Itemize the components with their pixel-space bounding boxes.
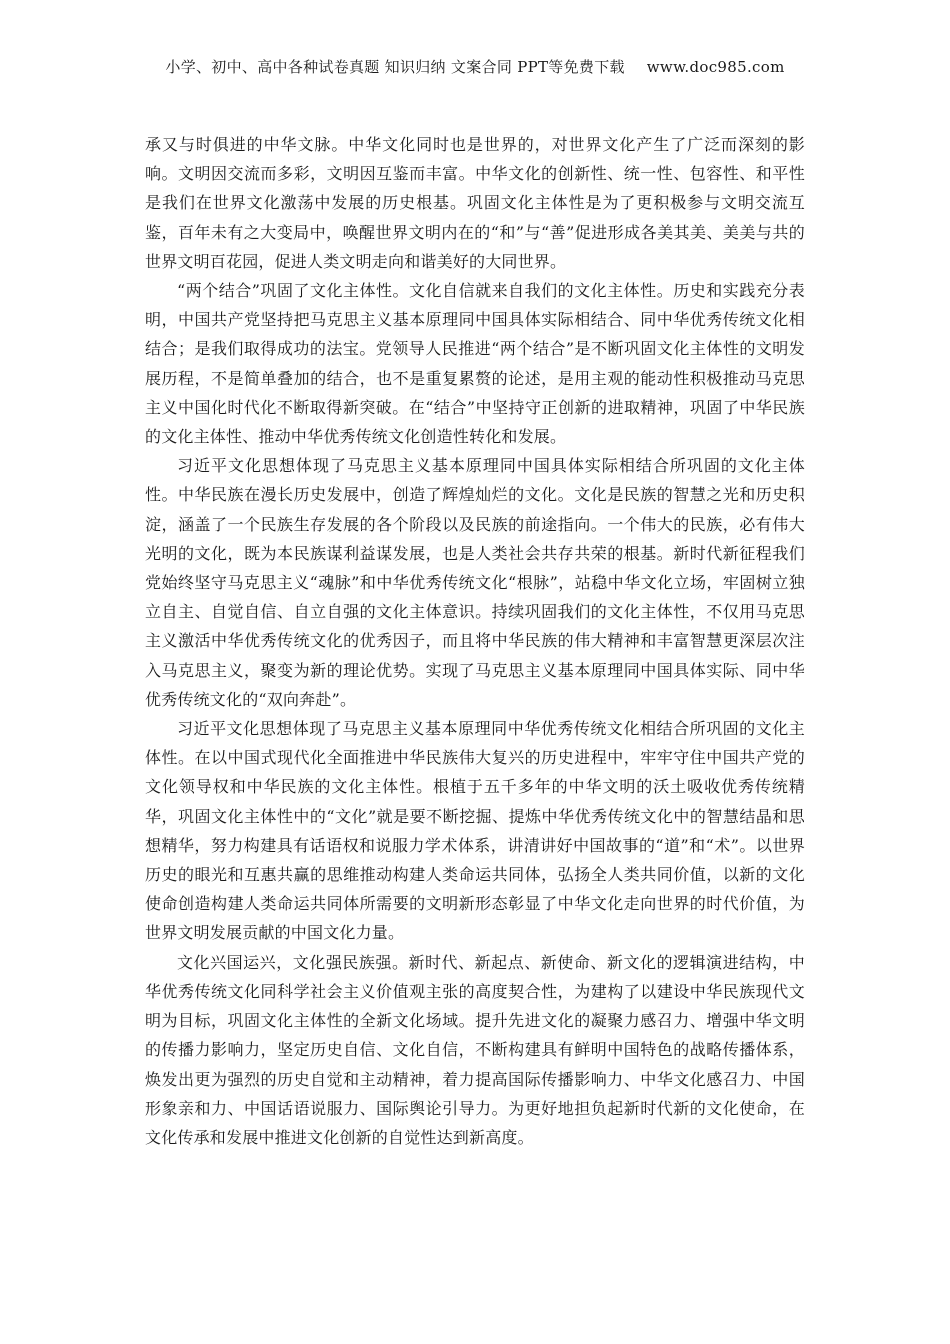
document-body: [145, 130, 805, 1152]
paragraph-3: 习近平文化思想体现了马克思主义基本原理同中国具体实际相结合所巩固的文化主体性。中华民族在漫长历史发展中，创造了辉煌灿烂的文化。文化是民族的智慧之光和历史积淀，涵盖了一个民族生存发展的各个阶段以及民族的前途指向。一个伟大的民族，必有伟大光明的文化，既为本民族谋利益谋发展，也是人类社会共存共荣的根基。新时代新征程我们党始终坚守马克思主义“魂脉”和中华优秀传统文化“根脉”，站稳中华文化立场，牢固树立独立自主、自觉自信、自立自强的文化主体意识。持续巩固我们的文化主体性，不仅用马克思主义激活中华优秀传统文化的优秀因子，而且将中华民族的伟大精神和丰富智慧更深层次注入马克思主义，聚变为新的理论优势。实现了马克思主义基本原理同中国具体实际、同中华优秀传统文化的“双向奔赴”。: [145, 456, 805, 709]
page-header: [0, 56, 950, 77]
paragraph-1: 承又与时俱进的中华文脉。中华文化同时也是世界的，对世界文化产生了广泛而深刻的影响。文明因交流而多彩，文明因互鉴而丰富。中华文化的创新性、统一性、包容性、和平性是我们在世界文化激荡中发展的历史根基。巩固文化主体性是为了更积极参与文明交流互鉴，百年未有之大变局中，唤醒世界文明内在的“和”与“善”促进形成各美其美、美美与共的世界文明百花园，促进人类文明走向和谐美好的大同世界。: [145, 135, 805, 271]
paragraph-5: 文化兴国运兴，文化强民族强。新时代、新起点、新使命、新文化的逻辑演进结构，中华优秀传统文化同科学社会主义价值观主张的高度契合性，为建构了以建设中华民族现代文明为目标，巩固文化主体性的全新文化场域。提升先进文化的凝聚力感召力、增强中华文明的传播力影响力，坚定历史自信、文化自信，不断构建具有鲜明中国特色的战略传播体系，焕发出更为强烈的历史自觉和主动精神，着力提高国际传播影响力、中华文化感召力、中国形象亲和力、中国话语说服力、国际舆论引导力。为更好地担负起新时代新的文化使命，在文化传承和发展中推进文化创新的自觉性达到新高度。: [145, 952, 805, 1147]
header-site-link[interactable]: www.doc985.com: [646, 58, 785, 76]
paragraph-2: “两个结合”巩固了文化主体性。文化自信就来自我们的文化主体性。历史和实践充分表明，中国共产党坚持把马克思主义基本原理同中国具体实际相结合、同中华优秀传统文化相结合；是我们取得成功的法宝。党领导人民推进“两个结合”是不断巩固文化主体性的文明发展历程，不是简单叠加的结合，也不是重复累赘的论述，是用主观的能动性积极推动马克思主义中国化时代化不断取得新突破。在“结合”中坚持守正创新的进取精神，巩固了中华民族的文化主体性、推动中华优秀传统文化创造性转化和发展。: [145, 281, 805, 447]
header-text: 小学、初中、高中各种试卷真题 知识归纳 文案合同 PPT等免费下载: [165, 58, 625, 76]
paragraph-4: 习近平文化思想体现了马克思主义基本原理同中华优秀传统文化相结合所巩固的文化主体性。在以中国式现代化全面推进中华民族伟大复兴的历史进程中，牢牢守住中国共产党的文化领导权和中华民族的文化主体性。根植于五千多年的中华文明的沃土吸收优秀传统精华，巩固文化主体性中的“文化”就是要不断挖掘、提炼中华优秀传统文化中的智慧结晶和思想精华，努力构建具有话语权和说服力学术体系，讲清讲好中国故事的“道”和“术”。以世界历史的眼光和互惠共赢的思维推动构建人类命运共同体，弘扬全人类共同价值，以新的文化使命创造构建人类命运共同体所需要的文明新形态彰显了中华文化走向世界的时代价值，为世界文明发展贡献的中国文化力量。: [145, 719, 805, 943]
